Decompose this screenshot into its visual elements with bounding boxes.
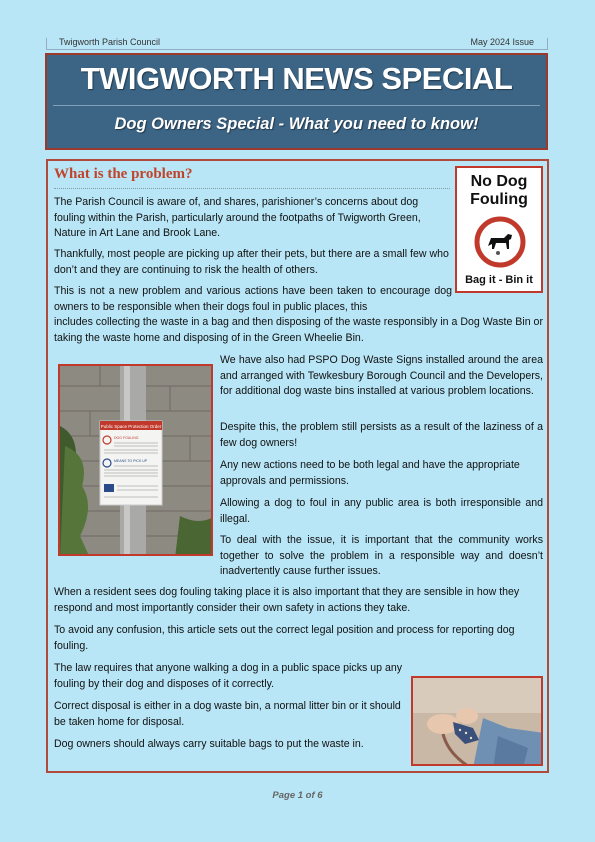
paragraph-8: To deal with the issue, it is important that the community works together to solve the problem in a responsible way and doesn’t inadvertently cause further issues. [220,534,543,578]
pspo-title: Public Space Protection Order [100,424,162,429]
header-rule [46,49,548,50]
paragraph-13: Dog owners should always carry suitable bags to put the waste in. [54,738,364,750]
paragraph-1: The Parish Council is aware of, and shares, parishioner’s concerns about dog fouling within the Parish, particularly around the footpaths of Twigworth Green, Nature in Art Lane and Brook Lane. [54,196,421,240]
paragraph-11: The law requires that anyone walking a dog in a public space picks up any fouling by their dog and disposes of it correctly. [54,662,403,690]
paragraph-2: Thankfully, most people are picking up after their pets, but there are a small few who don’t and they are continuing to risk the health of others. [54,248,449,276]
section-heading: What is the problem? [54,166,193,182]
pspo-line2: MEANS TO PICK UP [114,459,148,463]
paragraph-6: Any new actions need to be both legal and have the appropriate approvals and permissions. [220,459,520,487]
header-rule-right [547,38,548,50]
dog-bag-image [413,678,543,766]
paragraph-4: We have also had PSPO Dog Waste Signs installed around the area and arranged with Tewkesbury Borough Council and the Developers, for additional dog waste bins installed at various problem locations. [220,354,543,398]
pspo-line1: DOG FOULING [114,436,139,440]
no-dog-fouling-text: No Dog Fouling [470,173,528,208]
pspo-sign-photo [58,364,213,556]
paragraph-7: Allowing a dog to foul in any public area is both irresponsible and illegal. [220,497,543,525]
header-org [46,35,548,49]
banner-divider [53,105,540,106]
paragraph-5: Despite this, the problem still persists as a result of the laziness of a few dog owners! [220,421,543,449]
heading-divider [54,188,450,189]
header-rule-left [46,38,47,50]
paragraph-9: When a resident sees dog fouling taking place it is also important that they are sensible in how they respond and most importantly consider their own safety in actions they take. [54,586,520,614]
paragraph-3b: includes collecting the waste in a bag and then disposing of the waste responsibly in a Dog Waste Bin or taking the waste home and disposing of in the Green Wheelie Bin. [54,316,543,344]
newsletter-subtitle: Dog Owners Special - What you need to know! [114,115,479,133]
no-dog-fouling-sign [455,166,543,293]
no-dog-icon [474,216,526,268]
pspo-sign-image [60,366,213,556]
parish-council-name: Twigworth Parish Council [59,37,161,47]
dog-bag-photo [411,676,543,766]
paragraph-10: To avoid any confusion, this article sets out the correct legal position and process for reporting dog fouling. [54,624,515,652]
paragraph-12: Correct disposal is either in a dog waste bin, a normal litter bin or it should be taken home for disposal. [54,700,401,728]
page-number: Page 1 of 6 [272,790,323,801]
issue-date: May 2024 Issue [470,37,534,47]
paragraph-3a: This is not a new problem and various actions have been taken to encourage dog owners to be responsible when their dogs foul in public places, this [54,285,452,313]
bag-it-bin-it-text: Bag it - Bin it [465,274,533,286]
newsletter-title: TWIGWORTH NEWS SPECIAL [80,61,513,96]
article-box [46,159,549,773]
title-banner [45,53,548,150]
